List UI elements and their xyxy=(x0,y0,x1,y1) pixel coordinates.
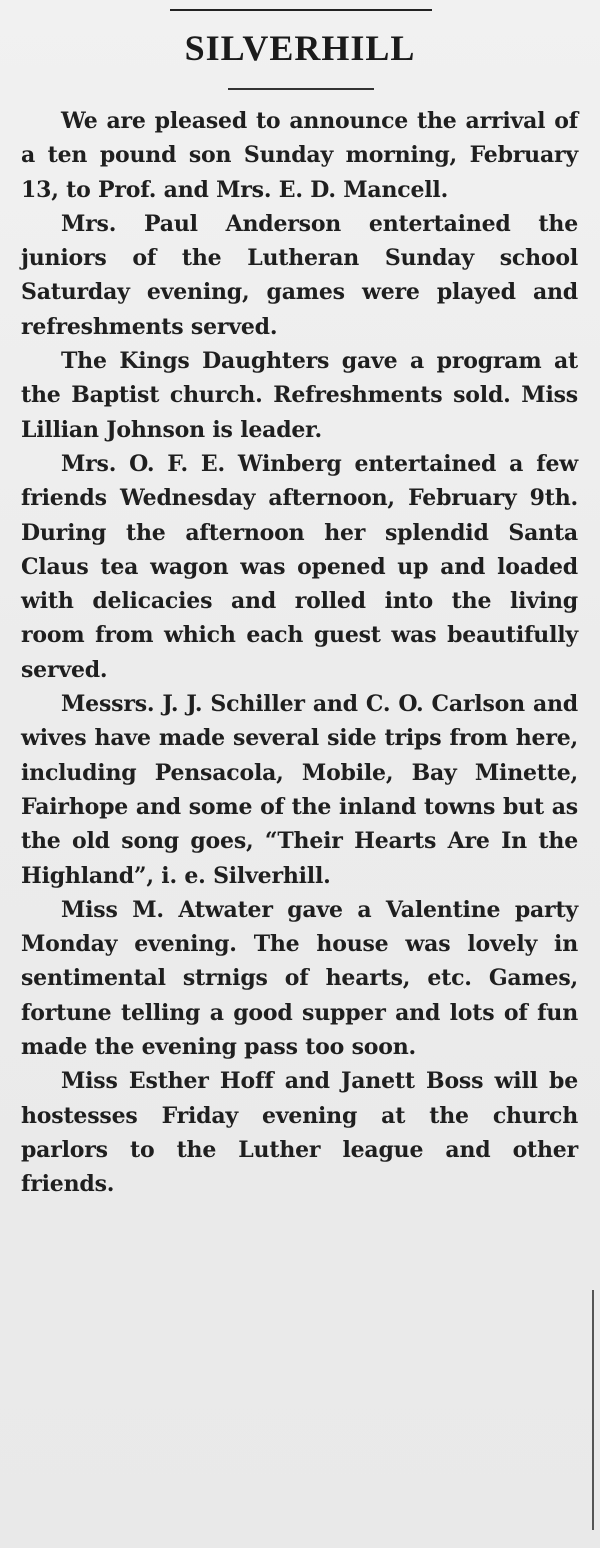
article-title: SILVERHILL xyxy=(184,28,416,68)
paragraph-side-trips: Messrs. J. J. Schiller and C. O. Carlson and wives have made several side trips from here, including Pensacola, Mobile, Bay Minette, Fairhope and some of the inland towns but as the old song goes, “Their Hearts Are In the Highland”, i. e. Silverhill. xyxy=(21,691,578,889)
article-body xyxy=(21,104,578,1202)
paragraph-luther-league: Miss Esther Hoff and Janett Boss will be hostesses Friday evening at the church parlors to the Luther league and other friends. xyxy=(21,1068,578,1198)
paragraph-birth-announcement: We are pleased to announce the arrival of a ten pound son Sunday morning, February 13, to Prof. and Mrs. E. D. Mancell. xyxy=(21,108,578,203)
paragraph-valentine-party: Miss M. Atwater gave a Valentine party Monday evening. The house was lovely in sentimental strnigs of hearts, etc. Games, fortune telling a good supper and lots of fun made the evening pass too soon. xyxy=(21,896,578,1061)
column-rule xyxy=(592,1290,594,1530)
paragraph-anderson-party: Mrs. Paul Anderson entertained the juniors of the Lutheran Sunday school Saturday evening, games were played and refreshments served. xyxy=(21,210,578,340)
paragraph-winberg-tea: Mrs. O. F. E. Winberg entertained a few friends Wednesday afternoon, February 9th. During the afternoon her splendid Santa Claus tea wagon was opened up and loaded with delicacies and rolled into the living room from which each guest was beautifully served. xyxy=(21,450,578,683)
top-rule xyxy=(170,9,432,11)
paragraph-kings-daughters: The Kings Daughters gave a program at the Baptist church. Refreshments sold. Miss Lillian Johnson is leader. xyxy=(21,348,578,443)
title-rule xyxy=(228,88,374,90)
